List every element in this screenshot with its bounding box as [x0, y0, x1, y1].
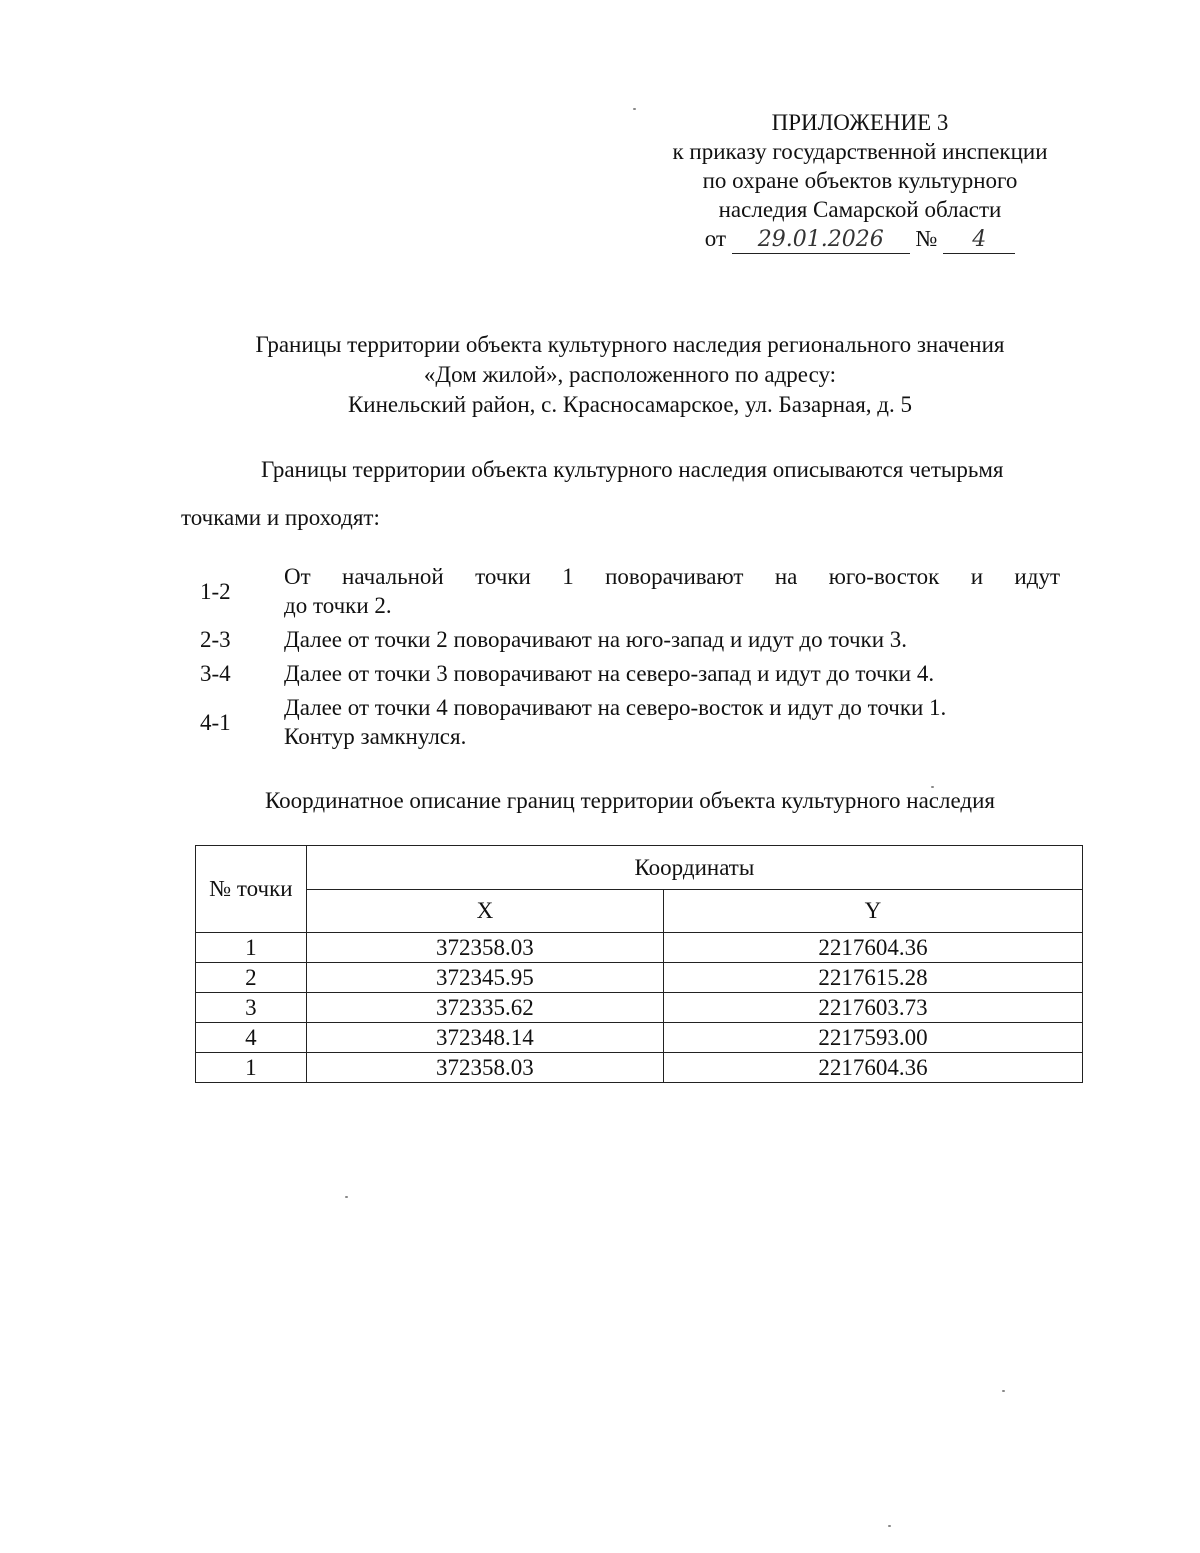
document-title: [150, 330, 1110, 420]
cell-point: 2: [196, 963, 307, 993]
appendix-line-3: по охране объектов культурного: [702, 168, 1018, 193]
boundary-segments-list: [200, 562, 1060, 756]
cell-point: 1: [196, 1053, 307, 1083]
scan-speck: [931, 786, 934, 788]
cell-point: 3: [196, 993, 307, 1023]
segment-item: [200, 659, 1060, 688]
segment-code: 4-1: [200, 709, 231, 735]
scan-speck: [888, 1525, 891, 1527]
cell-x: 372358.03: [306, 1053, 663, 1083]
handwritten-number: 4: [943, 227, 1015, 254]
table-row: [196, 993, 1083, 1023]
segment-description-line-1: Далее от точки 2 поворачивают на юго-запад и идут до точки 3.: [284, 627, 908, 652]
cell-y: 2217604.36: [663, 1053, 1082, 1083]
appendix-header: [640, 108, 1080, 254]
segment-description: [284, 625, 1060, 654]
segment-code: 2-3: [200, 627, 231, 652]
appendix-line-4: наследия Самарской области: [718, 197, 1002, 222]
number-prefix: №: [915, 226, 938, 251]
cell-x: 372345.95: [306, 963, 663, 993]
coordinates-table: [195, 845, 1083, 1083]
segment-description-line-1: От начальной точки 1 поворачивают на юго-восток и идут: [284, 564, 1060, 589]
table-row: [196, 963, 1083, 993]
cell-point: 4: [196, 1023, 307, 1053]
segment-description: [284, 562, 1060, 620]
cell-y: 2217604.36: [663, 933, 1082, 963]
intro-line-2: точками и проходят:: [181, 505, 380, 530]
intro-paragraph: [181, 446, 1081, 542]
header-point-number: № точки: [196, 846, 307, 933]
table-row: [196, 933, 1083, 963]
segment-item: [200, 562, 1060, 620]
appendix-line-2: к приказу государственной инспекции: [672, 139, 1048, 164]
cell-y: 2217593.00: [663, 1023, 1082, 1053]
cell-y: 2217603.73: [663, 993, 1082, 1023]
segment-item: [200, 693, 1060, 751]
scan-speck: [345, 1196, 348, 1198]
segment-description-line-1: Далее от точки 4 поворачивают на северо-восток и идут до точки 1.: [284, 695, 947, 720]
coordinates-caption: Координатное описание границ территории объекта культурного наследия: [264, 788, 995, 813]
appendix-title: ПРИЛОЖЕНИЕ 3: [771, 110, 949, 135]
header-coordinates: Координаты: [306, 846, 1082, 890]
header-y: Y: [663, 890, 1082, 933]
segment-description-line-2: до точки 2.: [284, 593, 392, 618]
cell-x: 372358.03: [306, 933, 663, 963]
cell-point: 1: [196, 933, 307, 963]
segment-code: 3-4: [200, 661, 231, 686]
table-row: [196, 1053, 1083, 1083]
date-prefix: от: [704, 226, 727, 251]
intro-line-1: Границы территории объекта культурного наследия описываются четырьмя: [261, 457, 1004, 482]
header-x: X: [306, 890, 663, 933]
segment-description: [284, 659, 1060, 688]
handwritten-date: 29.01.2026: [732, 227, 910, 254]
title-line-2: «Дом жилой», расположенного по адресу:: [423, 362, 837, 387]
cell-y: 2217615.28: [663, 963, 1082, 993]
title-line-1: Границы территории объекта культурного наследия регионального значения: [255, 332, 1005, 357]
appendix-date-line: [640, 224, 1080, 254]
scan-speck: [1002, 1390, 1005, 1392]
cell-x: 372348.14: [306, 1023, 663, 1053]
title-line-3: Кинельский район, с. Красносамарское, ул. Базарная, д. 5: [347, 392, 913, 417]
scan-speck: [633, 108, 636, 110]
segment-code: 1-2: [200, 578, 231, 604]
cell-x: 372335.62: [306, 993, 663, 1023]
segment-item: [200, 625, 1060, 654]
segment-description: [284, 693, 1060, 751]
segment-description-line-2: Контур замкнулся.: [284, 724, 467, 749]
segment-description-line-1: Далее от точки 3 поворачивают на северо-запад и идут до точки 4.: [284, 661, 935, 686]
table-row: [196, 1023, 1083, 1053]
